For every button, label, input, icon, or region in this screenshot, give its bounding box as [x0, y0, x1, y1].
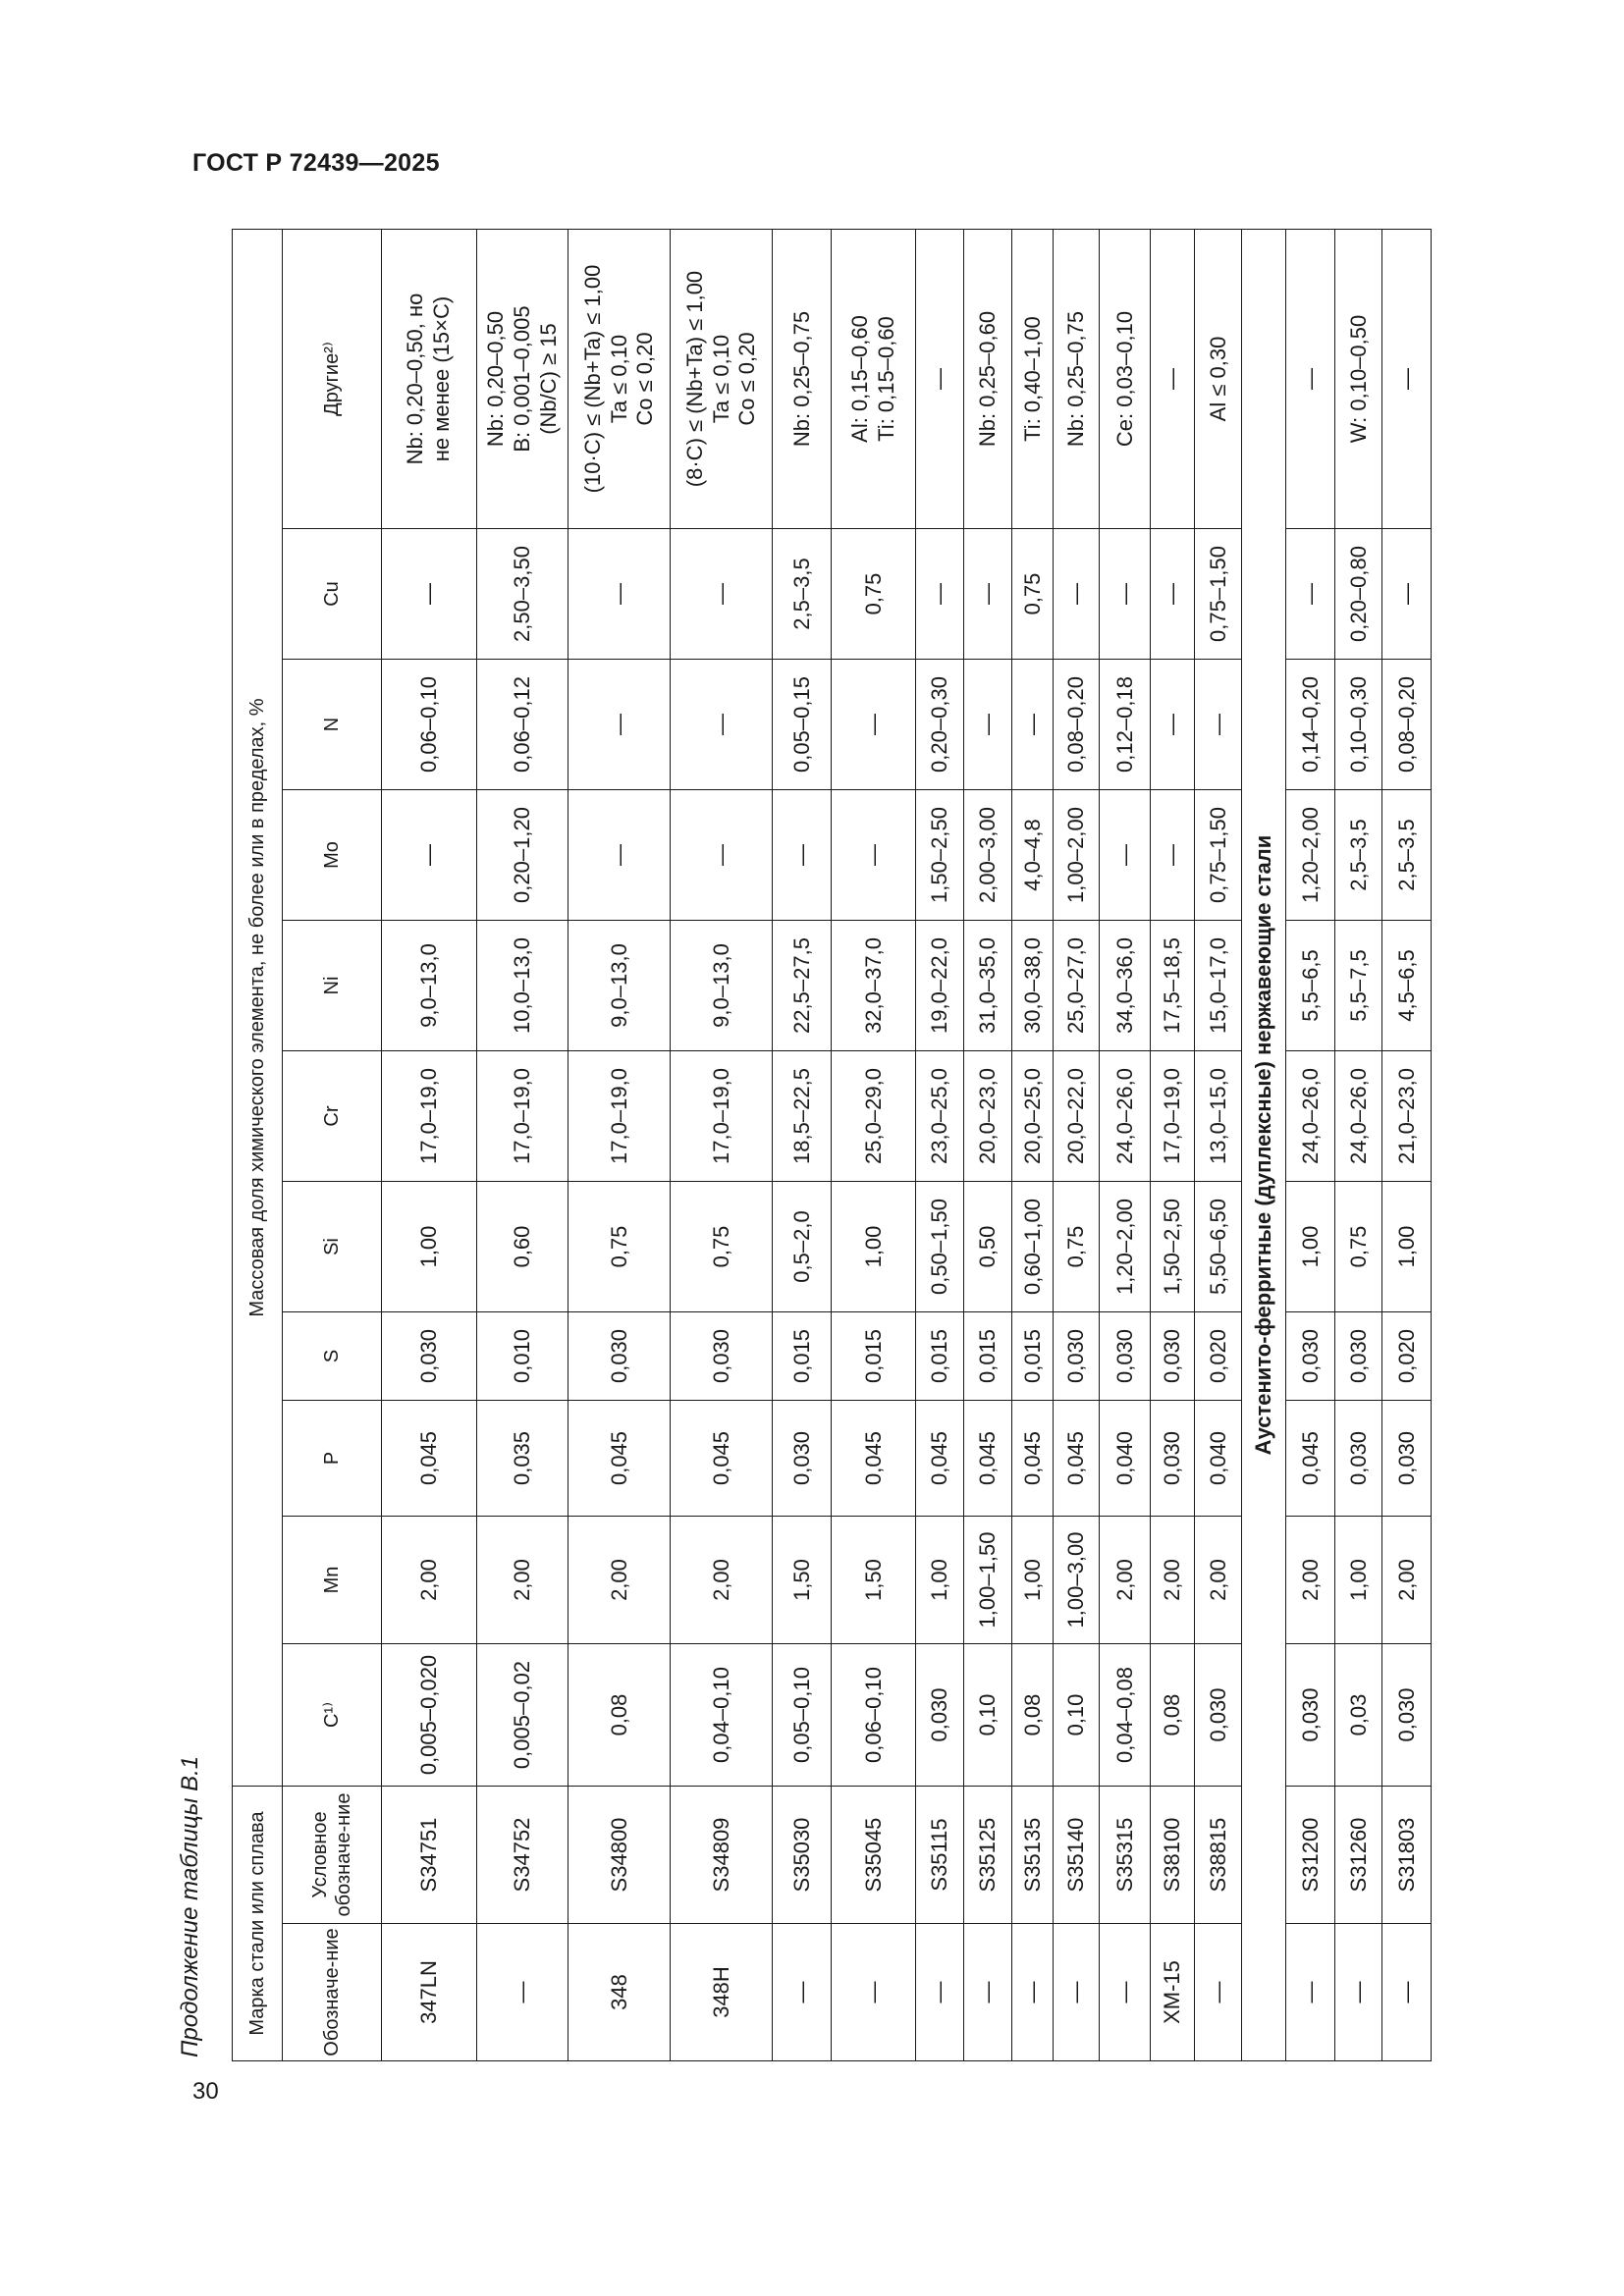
- cell-c: 0,04–0,08: [1100, 1644, 1151, 1787]
- cell-ni: 9,0–13,0: [568, 921, 671, 1051]
- cell-other-line: (Nb/C) ≥ 15: [535, 323, 561, 435]
- cell-other-line: Ce: 0,03–0,10: [1111, 310, 1137, 448]
- cell-mn: 1,00: [1335, 1517, 1382, 1644]
- cell-s: 0,030: [1100, 1312, 1151, 1401]
- cell-des: 348H: [671, 1924, 773, 2061]
- cell-c: 0,06–0,10: [832, 1644, 916, 1787]
- cell-si: 0,75: [1335, 1182, 1382, 1312]
- cell-n: —: [671, 660, 773, 790]
- cell-p: 0,045: [1012, 1401, 1054, 1517]
- cell-cond: S34752: [477, 1787, 568, 1924]
- cell-des: XM-15: [1151, 1924, 1195, 2061]
- cell-mn: 2,00: [382, 1517, 477, 1644]
- cell-ni: 10,0–13,0: [477, 921, 568, 1051]
- cell-n: 0,08–0,20: [1382, 660, 1432, 790]
- cell-cond: S35135: [1012, 1787, 1054, 1924]
- cell-mn: 2,00: [568, 1517, 671, 1644]
- cell-si: 1,00: [1382, 1182, 1432, 1312]
- rotated-page-content: [171, 216, 1477, 2061]
- cell-mo: —: [671, 790, 773, 921]
- cell-si: 1,00: [1286, 1182, 1335, 1312]
- cell-other: [477, 230, 568, 529]
- table-row: [773, 230, 832, 2061]
- cell-other: [1335, 230, 1382, 529]
- cell-cr: 25,0–29,0: [832, 1051, 916, 1182]
- cell-des: 347LN: [382, 1924, 477, 2061]
- table-row: [1151, 230, 1195, 2061]
- cell-other: [1151, 230, 1195, 529]
- cell-other-line: Nb: 0,25–0,60: [975, 310, 1001, 448]
- cell-cond: S31260: [1335, 1787, 1382, 1924]
- cell-p: 0,045: [1054, 1401, 1100, 1517]
- table-caption: Продолжение таблицы В.1: [177, 1755, 203, 2057]
- table-row: [1335, 230, 1382, 2061]
- cell-si: 0,75: [1054, 1182, 1100, 1312]
- cell-n: —: [1195, 660, 1242, 790]
- cell-mo: 2,00–3,00: [964, 790, 1012, 921]
- cell-cond: S35030: [773, 1787, 832, 1924]
- cell-c: 0,030: [916, 1644, 964, 1787]
- cell-des: —: [1335, 1924, 1382, 2061]
- header-cr: Cr: [283, 1051, 382, 1182]
- cell-n: —: [832, 660, 916, 790]
- cell-p: 0,040: [1195, 1401, 1242, 1517]
- cell-mo: 0,20–1,20: [477, 790, 568, 921]
- cell-p: 0,045: [964, 1401, 1012, 1517]
- table-row: [477, 230, 568, 2061]
- cell-cr: 17,0–19,0: [477, 1051, 568, 1182]
- cell-s: 0,030: [1151, 1312, 1195, 1401]
- cell-other-line: —: [1297, 368, 1323, 390]
- cell-p: 0,045: [568, 1401, 671, 1517]
- cell-other: [568, 230, 671, 529]
- cell-other-line: Al ≤ 0,30: [1205, 336, 1230, 422]
- table-row: [916, 230, 964, 2061]
- cell-cr: 17,0–19,0: [382, 1051, 477, 1182]
- cell-si: 0,50–1,50: [916, 1182, 964, 1312]
- cell-cond: S34809: [671, 1787, 773, 1924]
- cell-s: 0,015: [1012, 1312, 1054, 1401]
- cell-other-line: Ti: 0,40–1,00: [1019, 316, 1045, 442]
- table-row: [832, 230, 916, 2061]
- section-label: Аустенито-ферритные (дуплексные) нержавеющие стали: [1242, 230, 1286, 2061]
- cell-other-line: —: [927, 368, 952, 390]
- cell-cu: —: [671, 529, 773, 660]
- cell-n: —: [1151, 660, 1195, 790]
- header-ni: Ni: [283, 921, 382, 1051]
- cell-cond: S35045: [832, 1787, 916, 1924]
- cell-n: 0,08–0,20: [1054, 660, 1100, 790]
- cell-other-line: Ti: 0,15–0,60: [873, 316, 898, 442]
- cell-ni: 9,0–13,0: [382, 921, 477, 1051]
- cell-mn: 2,00: [1195, 1517, 1242, 1644]
- cell-des: —: [1195, 1924, 1242, 2061]
- table-body: [382, 230, 1432, 2061]
- cell-si: 1,00: [382, 1182, 477, 1312]
- cell-ni: 19,0–22,0: [916, 921, 964, 1051]
- cell-c: 0,10: [964, 1644, 1012, 1787]
- cell-other: [1195, 230, 1242, 529]
- cell-other-line: Al: 0,15–0,60: [847, 315, 873, 443]
- cell-s: 0,030: [1335, 1312, 1382, 1401]
- cell-s: 0,020: [1382, 1312, 1432, 1401]
- cell-other: [1382, 230, 1432, 529]
- cell-mn: 1,50: [773, 1517, 832, 1644]
- cell-other-line: (10·C) ≤ (Nb+Ta) ≤ 1,00: [579, 264, 605, 494]
- cell-s: 0,030: [671, 1312, 773, 1401]
- cell-n: 0,05–0,15: [773, 660, 832, 790]
- cell-cu: —: [916, 529, 964, 660]
- cell-cr: 23,0–25,0: [916, 1051, 964, 1182]
- cell-mo: 2,5–3,5: [1382, 790, 1432, 921]
- cell-cond: S31200: [1286, 1787, 1335, 1924]
- cell-cr: 20,0–23,0: [964, 1051, 1012, 1182]
- table-row: [964, 230, 1012, 2061]
- cell-c: 0,04–0,10: [671, 1644, 773, 1787]
- cell-cr: 17,0–19,0: [671, 1051, 773, 1182]
- cell-c: 0,08: [1151, 1644, 1195, 1787]
- cell-cu: —: [1151, 529, 1195, 660]
- cell-cu: —: [1382, 529, 1432, 660]
- cell-c: 0,03: [1335, 1644, 1382, 1787]
- cell-mo: —: [1100, 790, 1151, 921]
- cell-n: 0,10–0,30: [1335, 660, 1382, 790]
- table-row: [1012, 230, 1054, 2061]
- cell-mn: 1,00–3,00: [1054, 1517, 1100, 1644]
- cell-s: 0,015: [832, 1312, 916, 1401]
- cell-cu: 0,20–0,80: [1335, 529, 1382, 660]
- cell-cr: 24,0–26,0: [1100, 1051, 1151, 1182]
- cell-des: —: [1012, 1924, 1054, 2061]
- cell-c: 0,08: [568, 1644, 671, 1787]
- cell-p: 0,045: [382, 1401, 477, 1517]
- cell-mn: 2,00: [1286, 1517, 1335, 1644]
- cell-s: 0,030: [382, 1312, 477, 1401]
- cell-mo: 0,75–1,50: [1195, 790, 1242, 921]
- cell-mn: 2,00: [477, 1517, 568, 1644]
- cell-c: 0,005–0,02: [477, 1644, 568, 1787]
- cell-cr: 17,0–19,0: [568, 1051, 671, 1182]
- header-grade: Марка стали или сплава: [233, 1787, 283, 2061]
- cell-cr: 18,5–22,5: [773, 1051, 832, 1182]
- cell-other: [1100, 230, 1151, 529]
- cell-other-line: Nb: 0,20–0,50: [483, 310, 508, 448]
- table-row: [1286, 230, 1335, 2061]
- cell-ni: 32,0–37,0: [832, 921, 916, 1051]
- cell-cond: S34751: [382, 1787, 477, 1924]
- cell-p: 0,045: [832, 1401, 916, 1517]
- cell-c: 0,030: [1382, 1644, 1432, 1787]
- cell-si: 0,60: [477, 1182, 568, 1312]
- cell-p: 0,045: [671, 1401, 773, 1517]
- cell-p: 0,045: [1286, 1401, 1335, 1517]
- cell-cu: 0,75–1,50: [1195, 529, 1242, 660]
- header-conditional-designation: Условное обозначе-ние: [283, 1787, 382, 1924]
- cell-cu: —: [1100, 529, 1151, 660]
- cell-mn: 1,00: [1012, 1517, 1054, 1644]
- cell-p: 0,035: [477, 1401, 568, 1517]
- cell-n: 0,12–0,18: [1100, 660, 1151, 790]
- cell-other: [1286, 230, 1335, 529]
- table-row: [1382, 230, 1432, 2061]
- cell-other: [832, 230, 916, 529]
- cell-mo: 4,0–4,8: [1012, 790, 1054, 921]
- cell-si: 1,50–2,50: [1151, 1182, 1195, 1312]
- cell-other: [1012, 230, 1054, 529]
- cell-mn: 2,00: [1151, 1517, 1195, 1644]
- table-row: [382, 230, 477, 2061]
- cell-ni: 4,5–6,5: [1382, 921, 1432, 1051]
- cell-mn: 2,00: [671, 1517, 773, 1644]
- table-row: [1054, 230, 1100, 2061]
- cell-ni: 22,5–27,5: [773, 921, 832, 1051]
- cell-mn: 1,00–1,50: [964, 1517, 1012, 1644]
- cell-si: 0,75: [568, 1182, 671, 1312]
- cell-other: [773, 230, 832, 529]
- cell-p: 0,030: [1382, 1401, 1432, 1517]
- cell-c: 0,030: [1286, 1644, 1335, 1787]
- header-n: N: [283, 660, 382, 790]
- cell-des: —: [832, 1924, 916, 2061]
- cell-n: 0,20–0,30: [916, 660, 964, 790]
- cell-other-line: Ta ≤ 0,10: [708, 334, 733, 424]
- cell-other-line: Nb: 0,25–0,75: [1063, 310, 1089, 448]
- cell-cond: S35140: [1054, 1787, 1100, 1924]
- cell-n: 0,14–0,20: [1286, 660, 1335, 790]
- cell-mn: 1,50: [832, 1517, 916, 1644]
- page-number: 30: [192, 2078, 219, 2105]
- cell-s: 0,030: [1054, 1312, 1100, 1401]
- header-cu: Cu: [283, 529, 382, 660]
- cell-cu: 0,75: [832, 529, 916, 660]
- cell-p: 0,030: [773, 1401, 832, 1517]
- cell-other-line: (8·C) ≤ (Nb+Ta) ≤ 1,00: [681, 270, 707, 488]
- cell-ni: 15,0–17,0: [1195, 921, 1242, 1051]
- cell-other-line: —: [1393, 368, 1419, 390]
- cell-n: 0,06–0,12: [477, 660, 568, 790]
- cell-ni: 9,0–13,0: [671, 921, 773, 1051]
- cell-ni: 5,5–6,5: [1286, 921, 1335, 1051]
- cell-cu: —: [964, 529, 1012, 660]
- header-s: S: [283, 1312, 382, 1401]
- cell-mo: —: [773, 790, 832, 921]
- cell-c: 0,030: [1195, 1644, 1242, 1787]
- cell-other-line: —: [1160, 368, 1185, 390]
- cell-si: 1,20–2,00: [1100, 1182, 1151, 1312]
- cell-si: 0,75: [671, 1182, 773, 1312]
- cell-cr: 20,0–22,0: [1054, 1051, 1100, 1182]
- cell-cr: 13,0–15,0: [1195, 1051, 1242, 1182]
- cell-p: 0,045: [916, 1401, 964, 1517]
- table-row: [1100, 230, 1151, 2061]
- cell-p: 0,030: [1151, 1401, 1195, 1517]
- cell-mo: 1,00–2,00: [1054, 790, 1100, 921]
- cell-des: —: [1054, 1924, 1100, 2061]
- cell-cu: —: [1286, 529, 1335, 660]
- header-si: Si: [283, 1182, 382, 1312]
- header-mo: Mo: [283, 790, 382, 921]
- section-row: [1242, 230, 1286, 2061]
- cell-c: 0,10: [1054, 1644, 1100, 1787]
- cell-cond: S38100: [1151, 1787, 1195, 1924]
- cell-other: [964, 230, 1012, 529]
- cell-other-line: Nb: 0,20–0,50, но: [403, 293, 428, 465]
- document-header: ГОСТ Р 72439—2025: [192, 149, 440, 177]
- cell-si: 1,00: [832, 1182, 916, 1312]
- cell-s: 0,015: [916, 1312, 964, 1401]
- cell-cond: S31803: [1382, 1787, 1432, 1924]
- cell-other-line: не менее (15×C): [429, 295, 454, 462]
- cell-other-line: Ta ≤ 0,10: [606, 334, 631, 424]
- cell-p: 0,040: [1100, 1401, 1151, 1517]
- cell-other-line: Nb: 0,25–0,75: [788, 310, 814, 448]
- table-row: [1195, 230, 1242, 2061]
- cell-mo: 1,20–2,00: [1286, 790, 1335, 921]
- header-other: Другие²⁾: [283, 230, 382, 529]
- cell-si: 0,60–1,00: [1012, 1182, 1054, 1312]
- cell-other: [671, 230, 773, 529]
- chemical-composition-table: [232, 229, 1432, 2061]
- cell-cu: 2,50–3,50: [477, 529, 568, 660]
- cell-ni: 31,0–35,0: [964, 921, 1012, 1051]
- cell-cond: S34800: [568, 1787, 671, 1924]
- cell-n: —: [568, 660, 671, 790]
- cell-des: —: [477, 1924, 568, 2061]
- cell-other-line: Co ≤ 0,20: [632, 332, 658, 426]
- header-composition: Массовая доля химического элемента, не более или в пределах, %: [233, 230, 283, 1787]
- cell-other-line: Co ≤ 0,20: [734, 332, 760, 426]
- table-row: [671, 230, 773, 2061]
- header-mn: Mn: [283, 1517, 382, 1644]
- cell-cu: 0,75: [1012, 529, 1054, 660]
- cell-ni: 25,0–27,0: [1054, 921, 1100, 1051]
- cell-s: 0,015: [964, 1312, 1012, 1401]
- cell-cr: 21,0–23,0: [1382, 1051, 1432, 1182]
- header-p: P: [283, 1401, 382, 1517]
- cell-cr: 24,0–26,0: [1335, 1051, 1382, 1182]
- cell-mo: 2,5–3,5: [1335, 790, 1382, 921]
- cell-other-line: W: 0,10–0,50: [1345, 314, 1371, 444]
- cell-des: —: [964, 1924, 1012, 2061]
- table-row: [568, 230, 671, 2061]
- header-designation: Обозначе-ние: [283, 1924, 382, 2061]
- cell-des: —: [1382, 1924, 1432, 2061]
- cell-s: 0,015: [773, 1312, 832, 1401]
- cell-si: 5,50–6,50: [1195, 1182, 1242, 1312]
- cell-cond: S35315: [1100, 1787, 1151, 1924]
- cell-other-line: B: 0,001–0,005: [509, 305, 534, 453]
- cell-p: 0,030: [1335, 1401, 1382, 1517]
- cell-other: [916, 230, 964, 529]
- cell-cr: 20,0–25,0: [1012, 1051, 1054, 1182]
- cell-cu: 2,5–3,5: [773, 529, 832, 660]
- cell-cond: S35125: [964, 1787, 1012, 1924]
- cell-cond: S38815: [1195, 1787, 1242, 1924]
- cell-s: 0,010: [477, 1312, 568, 1401]
- cell-des: —: [1100, 1924, 1151, 2061]
- cell-des: —: [773, 1924, 832, 2061]
- cell-cu: —: [1054, 529, 1100, 660]
- cell-des: —: [916, 1924, 964, 2061]
- cell-c: 0,005–0,020: [382, 1644, 477, 1787]
- cell-si: 0,5–2,0: [773, 1182, 832, 1312]
- cell-si: 0,50: [964, 1182, 1012, 1312]
- cell-n: 0,06–0,10: [382, 660, 477, 790]
- header-c: C¹⁾: [283, 1644, 382, 1787]
- cell-des: —: [1286, 1924, 1335, 2061]
- cell-cr: 24,0–26,0: [1286, 1051, 1335, 1182]
- cell-other: [1054, 230, 1100, 529]
- cell-mn: 2,00: [1100, 1517, 1151, 1644]
- cell-mo: —: [1151, 790, 1195, 921]
- cell-s: 0,030: [1286, 1312, 1335, 1401]
- cell-cr: 17,0–19,0: [1151, 1051, 1195, 1182]
- cell-other: [382, 230, 477, 529]
- cell-cond: S35115: [916, 1787, 964, 1924]
- cell-ni: 34,0–36,0: [1100, 921, 1151, 1051]
- cell-cu: —: [382, 529, 477, 660]
- cell-mo: —: [832, 790, 916, 921]
- cell-ni: 30,0–38,0: [1012, 921, 1054, 1051]
- cell-cu: —: [568, 529, 671, 660]
- cell-mo: —: [382, 790, 477, 921]
- cell-des: 348: [568, 1924, 671, 2061]
- cell-n: —: [1012, 660, 1054, 790]
- cell-ni: 5,5–7,5: [1335, 921, 1382, 1051]
- cell-ni: 17,5–18,5: [1151, 921, 1195, 1051]
- cell-mo: —: [568, 790, 671, 921]
- cell-s: 0,030: [568, 1312, 671, 1401]
- cell-n: —: [964, 660, 1012, 790]
- cell-c: 0,05–0,10: [773, 1644, 832, 1787]
- cell-mn: 2,00: [1382, 1517, 1432, 1644]
- cell-mo: 1,50–2,50: [916, 790, 964, 921]
- cell-s: 0,020: [1195, 1312, 1242, 1401]
- cell-c: 0,08: [1012, 1644, 1054, 1787]
- cell-mn: 1,00: [916, 1517, 964, 1644]
